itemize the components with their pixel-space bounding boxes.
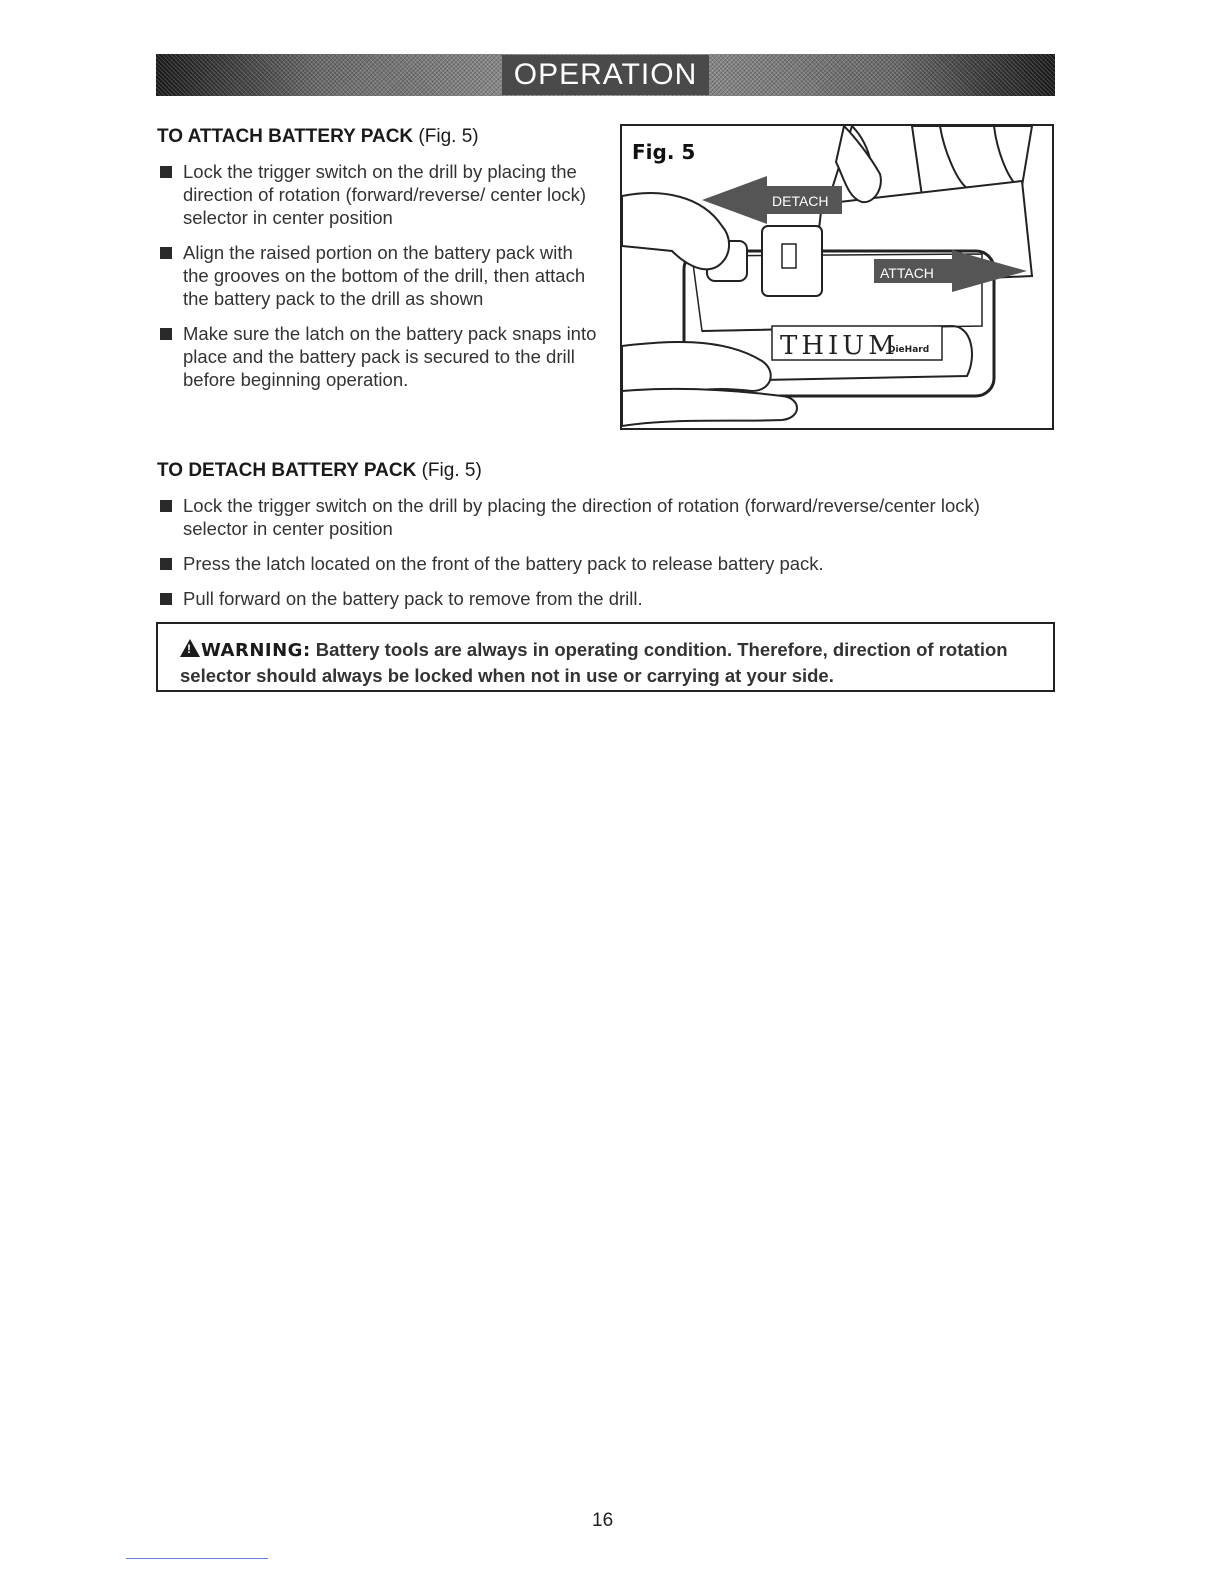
warning-text: Battery tools are always in operating condition. Therefore, direction of rotation selector should always be locked when not in use or carrying at your side. bbox=[180, 639, 1008, 686]
detach-heading-text: TO DETACH BATTERY PACK bbox=[157, 460, 417, 481]
detach-figure-ref: (Fig. 5) bbox=[421, 460, 482, 481]
list-item: Lock the trigger switch on the drill by placing the direction of rotation (forward/reverse/ center lock) selector in center position bbox=[157, 160, 602, 229]
figure-label: Fig. 5 bbox=[632, 140, 696, 164]
list-item: Press the latch located on the front of the battery pack to release battery pack. bbox=[157, 552, 1047, 575]
figure-5 bbox=[620, 124, 1054, 430]
detach-label: DETACH bbox=[772, 193, 829, 209]
warning-box bbox=[156, 622, 1055, 692]
section-banner bbox=[156, 54, 1055, 96]
detach-steps bbox=[157, 494, 1047, 622]
attach-label: ATTACH bbox=[880, 265, 934, 281]
detach-heading bbox=[157, 460, 482, 482]
page-number: 16 bbox=[592, 1510, 614, 1531]
list-item: Make sure the latch on the battery pack snaps into place and the battery pack is secured to the drill before beginning operation. bbox=[157, 322, 602, 391]
brand-logo-text: DieHard bbox=[888, 345, 930, 355]
attach-heading-text: TO ATTACH BATTERY PACK bbox=[157, 126, 414, 147]
attach-figure-ref: (Fig. 5) bbox=[418, 126, 479, 147]
warning-icon bbox=[180, 639, 200, 657]
battery-label-text: THIUM bbox=[780, 331, 899, 361]
warning-label: WARNING: bbox=[201, 640, 311, 661]
attach-heading bbox=[157, 126, 479, 148]
page-title: OPERATION bbox=[502, 55, 709, 95]
attach-steps bbox=[157, 160, 602, 403]
list-item: Lock the trigger switch on the drill by placing the direction of rotation (forward/reverse/center lock) selector in center position bbox=[157, 494, 1047, 540]
list-item: Pull forward on the battery pack to remove from the drill. bbox=[157, 587, 1047, 610]
list-item: Align the raised portion on the battery pack with the grooves on the bottom of the drill, then attach the battery pack to the drill as shown bbox=[157, 241, 602, 310]
battery-attach-illustration bbox=[622, 126, 1054, 430]
footer-divider bbox=[126, 1558, 268, 1559]
